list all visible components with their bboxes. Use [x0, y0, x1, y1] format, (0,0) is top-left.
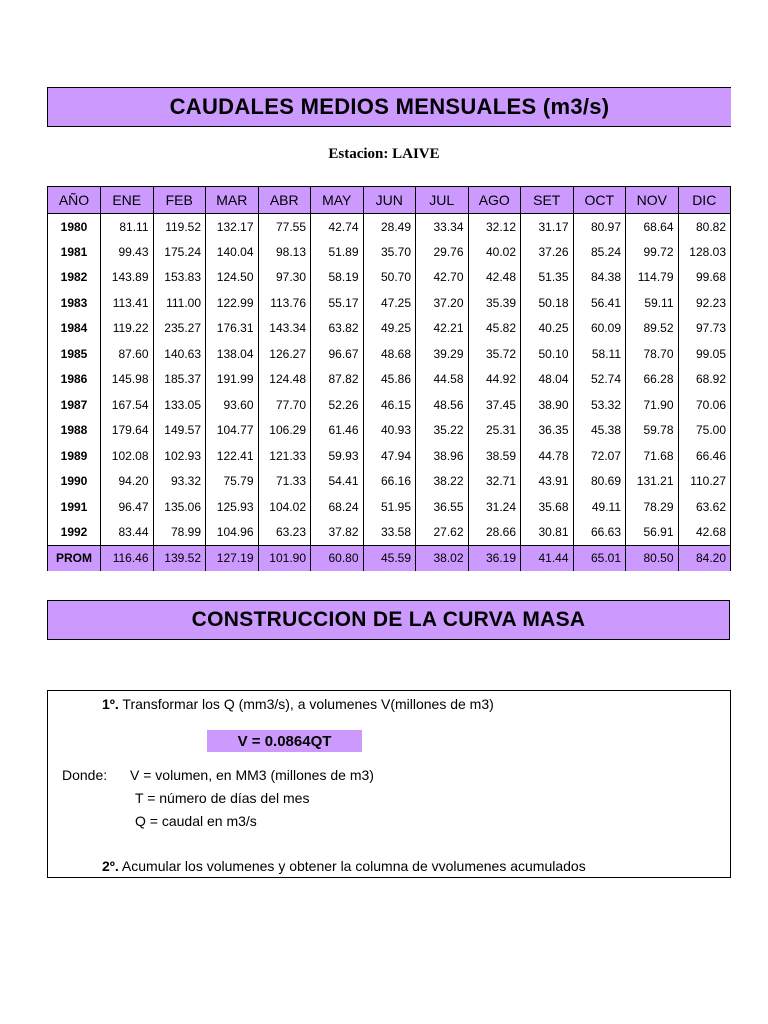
flow-value-cell: 94.20 — [101, 469, 154, 495]
flow-value-cell: 68.64 — [626, 214, 679, 240]
year-cell: 1992 — [48, 520, 101, 546]
flow-value-cell: 128.03 — [678, 239, 731, 265]
table-row — [48, 214, 731, 240]
flow-value-cell: 58.11 — [573, 341, 626, 367]
step-2 — [102, 858, 586, 874]
flow-value-cell: 71.33 — [258, 469, 311, 495]
flow-value-cell: 27.62 — [416, 520, 469, 546]
flow-value-cell: 35.22 — [416, 418, 469, 444]
flow-value-cell: 33.58 — [363, 520, 416, 546]
flow-value-cell: 122.99 — [206, 290, 259, 316]
flow-value-cell: 29.76 — [416, 239, 469, 265]
header-month: AGO — [468, 187, 521, 214]
flow-value-cell: 40.02 — [468, 239, 521, 265]
flow-value-cell: 77.70 — [258, 392, 311, 418]
flow-value-cell: 121.33 — [258, 443, 311, 469]
flow-value-cell: 80.97 — [573, 214, 626, 240]
flow-value-cell: 140.63 — [153, 341, 206, 367]
flow-value-cell: 48.56 — [416, 392, 469, 418]
table-row — [48, 494, 731, 520]
formula-box: V = 0.0864QT — [207, 730, 362, 752]
flow-value-cell: 153.83 — [153, 265, 206, 291]
flow-value-cell: 143.89 — [101, 265, 154, 291]
flow-value-cell: 50.18 — [521, 290, 574, 316]
flow-value-cell: 113.41 — [101, 290, 154, 316]
flow-value-cell: 92.23 — [678, 290, 731, 316]
flow-value-cell: 87.82 — [311, 367, 364, 393]
average-value-cell: 65.01 — [573, 545, 626, 571]
flow-value-cell: 42.68 — [678, 520, 731, 546]
step-1 — [102, 696, 494, 712]
flow-value-cell: 179.64 — [101, 418, 154, 444]
flow-value-cell: 33.34 — [416, 214, 469, 240]
average-label: PROM — [48, 545, 101, 571]
flow-value-cell: 59.11 — [626, 290, 679, 316]
header-month: MAY — [311, 187, 364, 214]
step-2-text: Acumular los volumenes y obtener la columna de vvolumenes acumulados — [118, 858, 586, 874]
flow-value-cell: 175.24 — [153, 239, 206, 265]
flow-value-cell: 51.35 — [521, 265, 574, 291]
flow-value-cell: 56.41 — [573, 290, 626, 316]
flow-value-cell: 132.17 — [206, 214, 259, 240]
step-2-number: 2º. — [102, 858, 119, 874]
flow-value-cell: 135.06 — [153, 494, 206, 520]
average-row — [48, 545, 731, 571]
flow-value-cell: 68.92 — [678, 367, 731, 393]
flow-value-cell: 145.98 — [101, 367, 154, 393]
step-1-text: Transformar los Q (mm3/s), a volumenes V(millones de m3) — [118, 696, 494, 712]
flow-value-cell: 44.92 — [468, 367, 521, 393]
flow-value-cell: 59.93 — [311, 443, 364, 469]
flow-value-cell: 48.68 — [363, 341, 416, 367]
flow-value-cell: 119.52 — [153, 214, 206, 240]
flow-value-cell: 51.95 — [363, 494, 416, 520]
flow-value-cell: 143.34 — [258, 316, 311, 342]
flow-value-cell: 124.50 — [206, 265, 259, 291]
header-month: ABR — [258, 187, 311, 214]
flow-value-cell: 122.41 — [206, 443, 259, 469]
table-header-row — [48, 187, 731, 214]
flow-value-cell: 45.38 — [573, 418, 626, 444]
flow-value-cell: 78.99 — [153, 520, 206, 546]
average-value-cell: 139.52 — [153, 545, 206, 571]
flow-value-cell: 176.31 — [206, 316, 259, 342]
flow-value-cell: 56.91 — [626, 520, 679, 546]
flow-value-cell: 36.55 — [416, 494, 469, 520]
average-value-cell: 80.50 — [626, 545, 679, 571]
flow-value-cell: 97.73 — [678, 316, 731, 342]
flow-value-cell: 99.05 — [678, 341, 731, 367]
year-cell: 1988 — [48, 418, 101, 444]
year-cell: 1980 — [48, 214, 101, 240]
flow-value-cell: 140.04 — [206, 239, 259, 265]
donde-label: Donde: — [62, 767, 108, 783]
flow-value-cell: 30.81 — [521, 520, 574, 546]
flow-value-cell: 149.57 — [153, 418, 206, 444]
table-row — [48, 520, 731, 546]
flow-value-cell: 47.94 — [363, 443, 416, 469]
flow-value-cell: 124.48 — [258, 367, 311, 393]
flow-value-cell: 52.74 — [573, 367, 626, 393]
flow-value-cell: 32.12 — [468, 214, 521, 240]
year-cell: 1986 — [48, 367, 101, 393]
flow-value-cell: 85.24 — [573, 239, 626, 265]
station-label: Estacion: LAIVE — [328, 146, 440, 162]
flow-value-cell: 25.31 — [468, 418, 521, 444]
main-title: CAUDALES MEDIOS MENSUALES (m3/s) — [47, 87, 731, 127]
flow-value-cell: 167.54 — [101, 392, 154, 418]
flow-value-cell: 35.68 — [521, 494, 574, 520]
flow-value-cell: 37.45 — [468, 392, 521, 418]
average-value-cell: 36.19 — [468, 545, 521, 571]
average-value-cell: 38.02 — [416, 545, 469, 571]
flow-value-cell: 39.29 — [416, 341, 469, 367]
flow-value-cell: 89.52 — [626, 316, 679, 342]
flow-value-cell: 43.91 — [521, 469, 574, 495]
table-row — [48, 316, 731, 342]
flow-value-cell: 80.82 — [678, 214, 731, 240]
flow-value-cell: 87.60 — [101, 341, 154, 367]
header-month: DIC — [678, 187, 731, 214]
definition-q: Q = caudal en m3/s — [135, 813, 257, 829]
flow-value-cell: 81.11 — [101, 214, 154, 240]
flow-value-cell: 38.96 — [416, 443, 469, 469]
table-row — [48, 443, 731, 469]
flow-value-cell: 106.29 — [258, 418, 311, 444]
flow-value-cell: 131.21 — [626, 469, 679, 495]
flow-value-cell: 28.49 — [363, 214, 416, 240]
monthly-flow-table — [47, 186, 731, 571]
flow-value-cell: 38.90 — [521, 392, 574, 418]
flow-value-cell: 111.00 — [153, 290, 206, 316]
flow-value-cell: 126.27 — [258, 341, 311, 367]
flow-value-cell: 97.30 — [258, 265, 311, 291]
flow-value-cell: 78.70 — [626, 341, 679, 367]
flow-value-cell: 104.77 — [206, 418, 259, 444]
table-row — [48, 418, 731, 444]
flow-value-cell: 60.09 — [573, 316, 626, 342]
flow-value-cell: 44.58 — [416, 367, 469, 393]
flow-value-cell: 35.39 — [468, 290, 521, 316]
flow-value-cell: 70.06 — [678, 392, 731, 418]
flow-value-cell: 114.79 — [626, 265, 679, 291]
instructions-box — [47, 690, 731, 878]
flow-value-cell: 63.23 — [258, 520, 311, 546]
average-value-cell: 101.90 — [258, 545, 311, 571]
flow-value-cell: 75.00 — [678, 418, 731, 444]
flow-value-cell: 113.76 — [258, 290, 311, 316]
flow-value-cell: 104.96 — [206, 520, 259, 546]
flow-value-cell: 47.25 — [363, 290, 416, 316]
flow-value-cell: 42.74 — [311, 214, 364, 240]
table-row — [48, 239, 731, 265]
flow-value-cell: 52.26 — [311, 392, 364, 418]
header-month: JUN — [363, 187, 416, 214]
definition-t: T = número de días del mes — [135, 790, 310, 806]
flow-value-cell: 133.05 — [153, 392, 206, 418]
flow-value-cell: 80.69 — [573, 469, 626, 495]
flow-value-cell: 68.24 — [311, 494, 364, 520]
year-cell: 1984 — [48, 316, 101, 342]
flow-value-cell: 185.37 — [153, 367, 206, 393]
flow-value-cell: 54.41 — [311, 469, 364, 495]
flow-value-cell: 42.21 — [416, 316, 469, 342]
average-value-cell: 116.46 — [101, 545, 154, 571]
average-value-cell: 60.80 — [311, 545, 364, 571]
flow-value-cell: 102.93 — [153, 443, 206, 469]
flow-value-cell: 125.93 — [206, 494, 259, 520]
flow-value-cell: 96.67 — [311, 341, 364, 367]
average-value-cell: 41.44 — [521, 545, 574, 571]
table-row — [48, 341, 731, 367]
flow-value-cell: 36.35 — [521, 418, 574, 444]
average-value-cell: 127.19 — [206, 545, 259, 571]
flow-value-cell: 93.32 — [153, 469, 206, 495]
flow-value-cell: 49.25 — [363, 316, 416, 342]
flow-value-cell: 71.90 — [626, 392, 679, 418]
table-row — [48, 265, 731, 291]
flow-value-cell: 83.44 — [101, 520, 154, 546]
average-value-cell: 84.20 — [678, 545, 731, 571]
flow-value-cell: 59.78 — [626, 418, 679, 444]
flow-value-cell: 96.47 — [101, 494, 154, 520]
flow-value-cell: 37.82 — [311, 520, 364, 546]
flow-value-cell: 119.22 — [101, 316, 154, 342]
flow-value-cell: 72.07 — [573, 443, 626, 469]
flow-value-cell: 66.46 — [678, 443, 731, 469]
average-value-cell: 45.59 — [363, 545, 416, 571]
flow-value-cell: 37.20 — [416, 290, 469, 316]
flow-value-cell: 66.28 — [626, 367, 679, 393]
section-title: CONSTRUCCION DE LA CURVA MASA — [47, 600, 730, 640]
header-month: NOV — [626, 187, 679, 214]
flow-value-cell: 104.02 — [258, 494, 311, 520]
flow-value-cell: 45.82 — [468, 316, 521, 342]
header-month: FEB — [153, 187, 206, 214]
year-cell: 1987 — [48, 392, 101, 418]
flow-value-cell: 42.70 — [416, 265, 469, 291]
flow-value-cell: 98.13 — [258, 239, 311, 265]
flow-value-cell: 66.63 — [573, 520, 626, 546]
flow-value-cell: 38.59 — [468, 443, 521, 469]
flow-value-cell: 31.17 — [521, 214, 574, 240]
year-cell: 1983 — [48, 290, 101, 316]
flow-value-cell: 51.89 — [311, 239, 364, 265]
flow-value-cell: 31.24 — [468, 494, 521, 520]
year-cell: 1985 — [48, 341, 101, 367]
flow-value-cell: 40.25 — [521, 316, 574, 342]
flow-value-cell: 63.82 — [311, 316, 364, 342]
flow-value-cell: 77.55 — [258, 214, 311, 240]
year-cell: 1989 — [48, 443, 101, 469]
year-cell: 1981 — [48, 239, 101, 265]
flow-value-cell: 50.10 — [521, 341, 574, 367]
header-month: ENE — [101, 187, 154, 214]
flow-value-cell: 53.32 — [573, 392, 626, 418]
year-cell: 1991 — [48, 494, 101, 520]
flow-value-cell: 38.22 — [416, 469, 469, 495]
flow-value-cell: 49.11 — [573, 494, 626, 520]
header-year: AÑO — [48, 187, 101, 214]
flow-value-cell: 84.38 — [573, 265, 626, 291]
flow-value-cell: 61.46 — [311, 418, 364, 444]
flow-value-cell: 50.70 — [363, 265, 416, 291]
flow-value-cell: 58.19 — [311, 265, 364, 291]
flow-value-cell: 44.78 — [521, 443, 574, 469]
header-month: MAR — [206, 187, 259, 214]
flow-value-cell: 42.48 — [468, 265, 521, 291]
flow-value-cell: 102.08 — [101, 443, 154, 469]
flow-value-cell: 71.68 — [626, 443, 679, 469]
flow-value-cell: 37.26 — [521, 239, 574, 265]
table-row — [48, 392, 731, 418]
flow-value-cell: 45.86 — [363, 367, 416, 393]
flow-value-cell: 138.04 — [206, 341, 259, 367]
definition-v: V = volumen, en MM3 (millones de m3) — [130, 767, 374, 783]
flow-value-cell: 55.17 — [311, 290, 364, 316]
flow-value-cell: 99.72 — [626, 239, 679, 265]
header-month: OCT — [573, 187, 626, 214]
flow-value-cell: 93.60 — [206, 392, 259, 418]
flow-value-cell: 78.29 — [626, 494, 679, 520]
step-1-number: 1º. — [102, 696, 119, 712]
flow-value-cell: 235.27 — [153, 316, 206, 342]
flow-value-cell: 99.68 — [678, 265, 731, 291]
year-cell: 1982 — [48, 265, 101, 291]
header-month: JUL — [416, 187, 469, 214]
flow-value-cell: 32.71 — [468, 469, 521, 495]
year-cell: 1990 — [48, 469, 101, 495]
flow-value-cell: 48.04 — [521, 367, 574, 393]
flow-value-cell: 40.93 — [363, 418, 416, 444]
header-month: SET — [521, 187, 574, 214]
flow-value-cell: 35.70 — [363, 239, 416, 265]
table-row — [48, 469, 731, 495]
flow-value-cell: 110.27 — [678, 469, 731, 495]
table-row — [48, 367, 731, 393]
flow-value-cell: 63.62 — [678, 494, 731, 520]
flow-value-cell: 66.16 — [363, 469, 416, 495]
flow-value-cell: 75.79 — [206, 469, 259, 495]
flow-value-cell: 191.99 — [206, 367, 259, 393]
flow-value-cell: 28.66 — [468, 520, 521, 546]
flow-value-cell: 35.72 — [468, 341, 521, 367]
flow-value-cell: 46.15 — [363, 392, 416, 418]
flow-value-cell: 99.43 — [101, 239, 154, 265]
table-row — [48, 290, 731, 316]
